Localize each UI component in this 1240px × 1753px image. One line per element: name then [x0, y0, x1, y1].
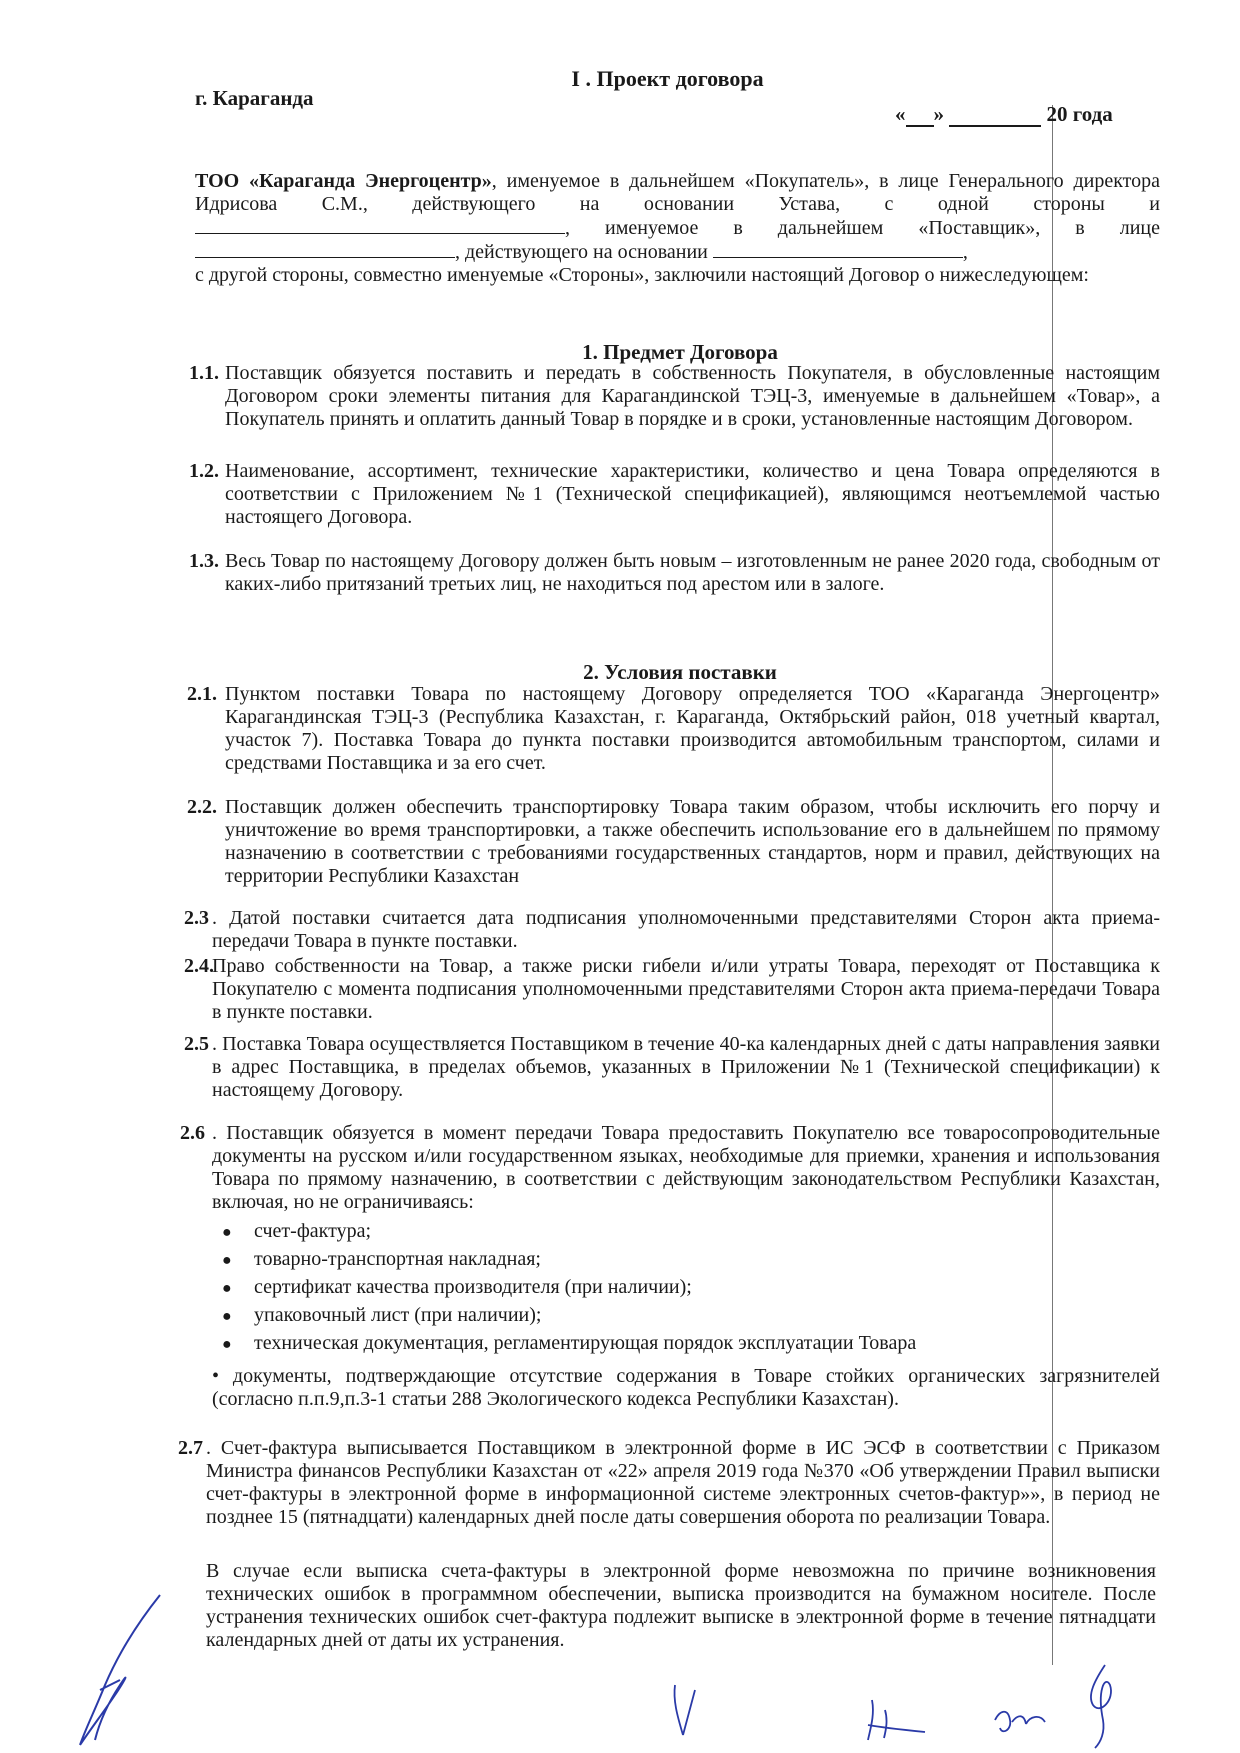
list-item: ● упаковочный лист (при наличии); [222, 1302, 916, 1330]
date-year: 20 года [1046, 102, 1113, 126]
clause-number: 1.3. [189, 550, 219, 572]
clause-2-7-continuation: В случае если выписка счета-фактуры в электронной форме невозможна по причине возникновения технических ошибок в программном обеспечении, выписка производится на бумажном носителе. После устранения технических ошибок счет-фактура подлежит выписке в электронной форме в течение пятнадцати календарных дней от даты их устранения. [206, 1560, 1156, 1651]
clause-text: . Датой поставки считается дата подписания уполномоченными представителями Сторон акта приема-передачи Товара в пункте поставки. [212, 907, 1160, 952]
initials-2 [860, 1690, 930, 1745]
clause-text: Наименование, ассортимент, технические характеристики, количество и цена Товара определяются в соответствии с Приложением №1 (Технической спецификацией), являющимся неотъемлемой частью настоящего Договора. [225, 460, 1160, 528]
clause-2-3 [184, 907, 1160, 953]
date-day-blank [906, 107, 934, 127]
clause-text: Поставщик обязуется поставить и передать в собственность Покупателя, в обусловленные настоящим Договором сроки элементы питания для Карагандинской ТЭЦ-3, именуемые в дальнейшем «Товар», а Покупатель принять и оплатить данный Товар в порядке и в сроки, установленные настоящим Договором. [225, 362, 1160, 430]
intro-text-5: с другой стороны, совместно именуемые «Стороны», заключили настоящий Договор о нижеследующем: [195, 264, 1089, 286]
list-item: ● техническая документация, регламентирующая порядок эксплуатации Товара [222, 1330, 916, 1358]
bullet-icon: ● [222, 1336, 232, 1353]
clause-number: 1.1. [189, 362, 219, 384]
section-2-heading: 2. Условия поставки [583, 660, 777, 684]
clause-2-7 [178, 1437, 1160, 1529]
clause-text: Поставщик должен обеспечить транспортировку Товара таким образом, чтобы исключить его порчу и уничтожение во время транспортировки, а также обеспечить использование его в дальнейшем по прямому назначению в соответствии с требованиями государственных стандартов, норм и правил, действующих на территории Республики Казахстан [225, 796, 1160, 887]
supplier-name-blank [195, 216, 565, 234]
clause-text: . Поставщик обязуется в момент передачи Товара предоставить Покупателю все товаросопроводительные документы на русском и/или государственном языках, необходимые для приемки, хранения и использования Товара по прямому назначению, в соответствии с действующим законодательством Республики Казахстан, включая, но не ограничиваясь: [212, 1122, 1160, 1213]
clause-number: 2.6 [180, 1122, 205, 1144]
date-open-quote: « [895, 102, 906, 126]
clause-number: 2.3 [184, 907, 209, 929]
intro-text-4: , [962, 241, 968, 263]
clause-2-6-extra-item: • документы, подтверждающие отсутствие содержания в Товаре стойких органических загрязнителей (согласно п.п.9,п.3-1 статьи 288 Экологического кодекса Республики Казахстан). [212, 1365, 1160, 1410]
clause-text: . Поставка Товара осуществляется Поставщиком в течение 40-ка календарных дней с даты направления заявки в адрес Поставщика, в пределах объемов, указанных в Приложении №1 (Технической спецификации) к настоящему Договору. [212, 1033, 1160, 1101]
initials-1 [665, 1680, 705, 1745]
clause-number: 2.7 [178, 1437, 203, 1459]
document-title: І . Проект договора [571, 66, 764, 91]
bullet-icon: ● [222, 1224, 232, 1241]
clause-text: Право собственности на Товар, а также риски гибели и/или утраты Товара, переходят от Поставщика к Покупателю с момента подписания уполномоченными представителями Сторон акта приема-передачи Товара в пункте поставки. [212, 955, 1160, 1023]
intro-paragraph [195, 170, 1160, 287]
clause-text: . Счет-фактура выписывается Поставщиком в электронной форме в ИС ЭСФ в соответствии с Приказом Министра финансов Республики Казахстан от «22» апреля 2019 года №370 «Об утверждении Правил выписки счет-фактуры в электронной форме в информационной системе электронных счетов-фактур»», в период не позднее 15 (пятнадцати) календарных дней после даты совершения оборота по реализации Товара. [206, 1437, 1160, 1528]
clause-number: 2.5 [184, 1033, 209, 1055]
supplier-basis-blank [713, 240, 963, 258]
bullet-icon: ● [222, 1252, 232, 1269]
clause-2-2 [187, 796, 1160, 888]
initials-3 [990, 1690, 1050, 1745]
date-close-quote: » [933, 102, 944, 126]
bullet-icon: ● [222, 1280, 232, 1297]
list-item: ● товарно-транспортная накладная; [222, 1246, 916, 1274]
list-item: ● сертификат качества производителя (при наличии); [222, 1274, 916, 1302]
contract-date [895, 102, 1113, 127]
intro-text-1: , именуемое в дальнейшем «Покупатель», в лице Генерального директора Идрисова С.М., действующего на основании Устава, с одной стороны и [195, 170, 1161, 215]
clause-1-3 [189, 550, 1160, 596]
clause-1-1 [189, 362, 1160, 431]
clause-2-5 [184, 1033, 1160, 1102]
initials-4 [1075, 1660, 1135, 1750]
intro-text-3: , действующего на основании [455, 241, 708, 263]
clause-number: 1.2. [189, 460, 219, 482]
clause-text: Пунктом поставки Товара по настоящему Договору определяется ТОО «Караганда Энергоцентр» Карагандинская ТЭЦ-3 (Республика Казахстан, г. Караганда, Октябрьский район, 018 учетный квартал, участок 7). Поставка Товара до пункта поставки производится автомобильным транспортом, силами и средствами Поставщика и за его счет. [225, 683, 1160, 774]
clause-number: 2.4. [184, 955, 214, 977]
clause-number: 2.1. [187, 683, 217, 705]
clause-2-1 [187, 683, 1160, 775]
bullet-icon: ● [222, 1308, 232, 1325]
clause-2-4 [184, 955, 1160, 1024]
supplier-rep-blank [195, 240, 455, 258]
intro-text-2: , именуемое в дальнейшем «Поставщик», в лице [565, 217, 1160, 239]
clause-text: Весь Товар по настоящему Договору должен быть новым – изготовленным не ранее 2020 года, свободным от каких-либо притязаний третьих лиц, не находиться под арестом или в залоге. [225, 550, 1160, 595]
list-item: ● счет-фактура; [222, 1218, 916, 1246]
clause-number: 2.2. [187, 796, 217, 818]
documents-list [222, 1218, 916, 1358]
buyer-company: ТОО «Караганда Энергоцентр» [195, 170, 492, 192]
date-month-blank [949, 107, 1041, 127]
city-label: г. Караганда [195, 86, 314, 110]
clause-2-6 [180, 1122, 1160, 1214]
section-1-heading: 1. Предмет Договора [582, 340, 778, 364]
signature-left [60, 1590, 180, 1750]
clause-1-2 [189, 460, 1160, 529]
